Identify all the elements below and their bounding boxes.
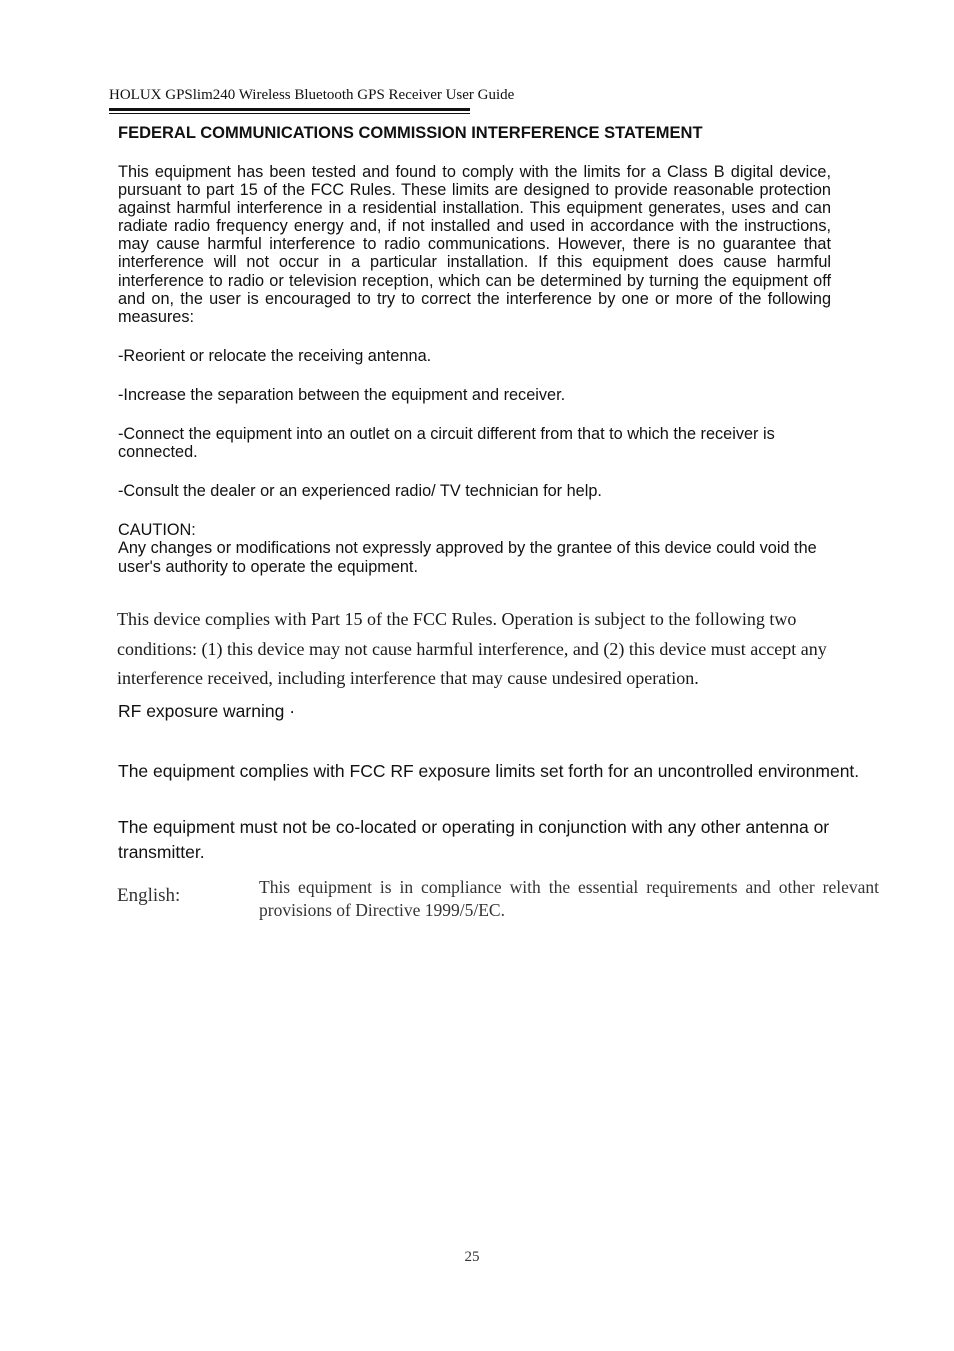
statement-title: FEDERAL COMMUNICATIONS COMMISSION INTERFERENCE STATEMENT [118, 124, 703, 142]
measure-item-reorient: -Reorient or relocate the receiving antenna. [118, 346, 432, 365]
page-number: 25 [464, 1249, 480, 1265]
measure-item-outlet: -Connect the equipment into an outlet on a circuit different from that to which the receiver is connected. [118, 425, 775, 462]
statement-body: This equipment has been tested and found to comply with the limits for a Class B digital device, pursuant to part 15 of the FCC Rules. These limits are designed to provide reasonable protection against harmful interference in a residential installation. This equipment generates, uses and can radiate radio frequency energy and, if not installed and used in accordance with the instructions, may cause harmful interference to radio communications. However, there is no guarantee that interference will not occur in a particular installation. If this equipment does cause harmful interference to radio or television reception, which can be determined by turning the equipment off and on, the user is encouraged to try to correct the interference by one or more of the following measures: [118, 163, 831, 326]
fcc-statement-section [118, 124, 831, 576]
rf-exposure-paragraph-2: The equipment must not be co-located or operating in conjunction with any other antenna or transmitter. [118, 817, 830, 862]
measure-item-consult: -Consult the dealer or an experienced radio/ TV technician for help. [118, 482, 602, 501]
part15-paragraph: This device complies with Part 15 of the FCC Rules. Operation is subject to the following two conditions: (1) this device may not cause harmful interference, and (2) this device must accept any interference received, including interference that may cause undesired operation. [117, 609, 827, 688]
rf-exposure-paragraph-1: The equipment complies with FCC RF exposure limits set forth for an uncontrolled environment. [118, 761, 860, 781]
running-header: HOLUX GPSlim240 Wireless Bluetooth GPS Receiver User Guide [109, 87, 515, 103]
measure-item-separation: -Increase the separation between the equipment and receiver. [118, 385, 566, 404]
rf-exposure-title: RF exposure warning · [118, 701, 296, 721]
caution-heading: CAUTION: [118, 521, 196, 540]
declaration-language-label: English: [117, 885, 181, 906]
header-rule-thick [109, 108, 470, 111]
caution-text: Any changes or modifications not expressly approved by the grantee of this device could void the user's authority to operate the equipment. [118, 539, 817, 576]
header-rule-thin [109, 113, 470, 114]
declaration-text: This equipment is in compliance with the essential requirements and other relevant provisions of Directive 1999/5/EC. [259, 877, 879, 920]
caution-block [118, 521, 831, 575]
